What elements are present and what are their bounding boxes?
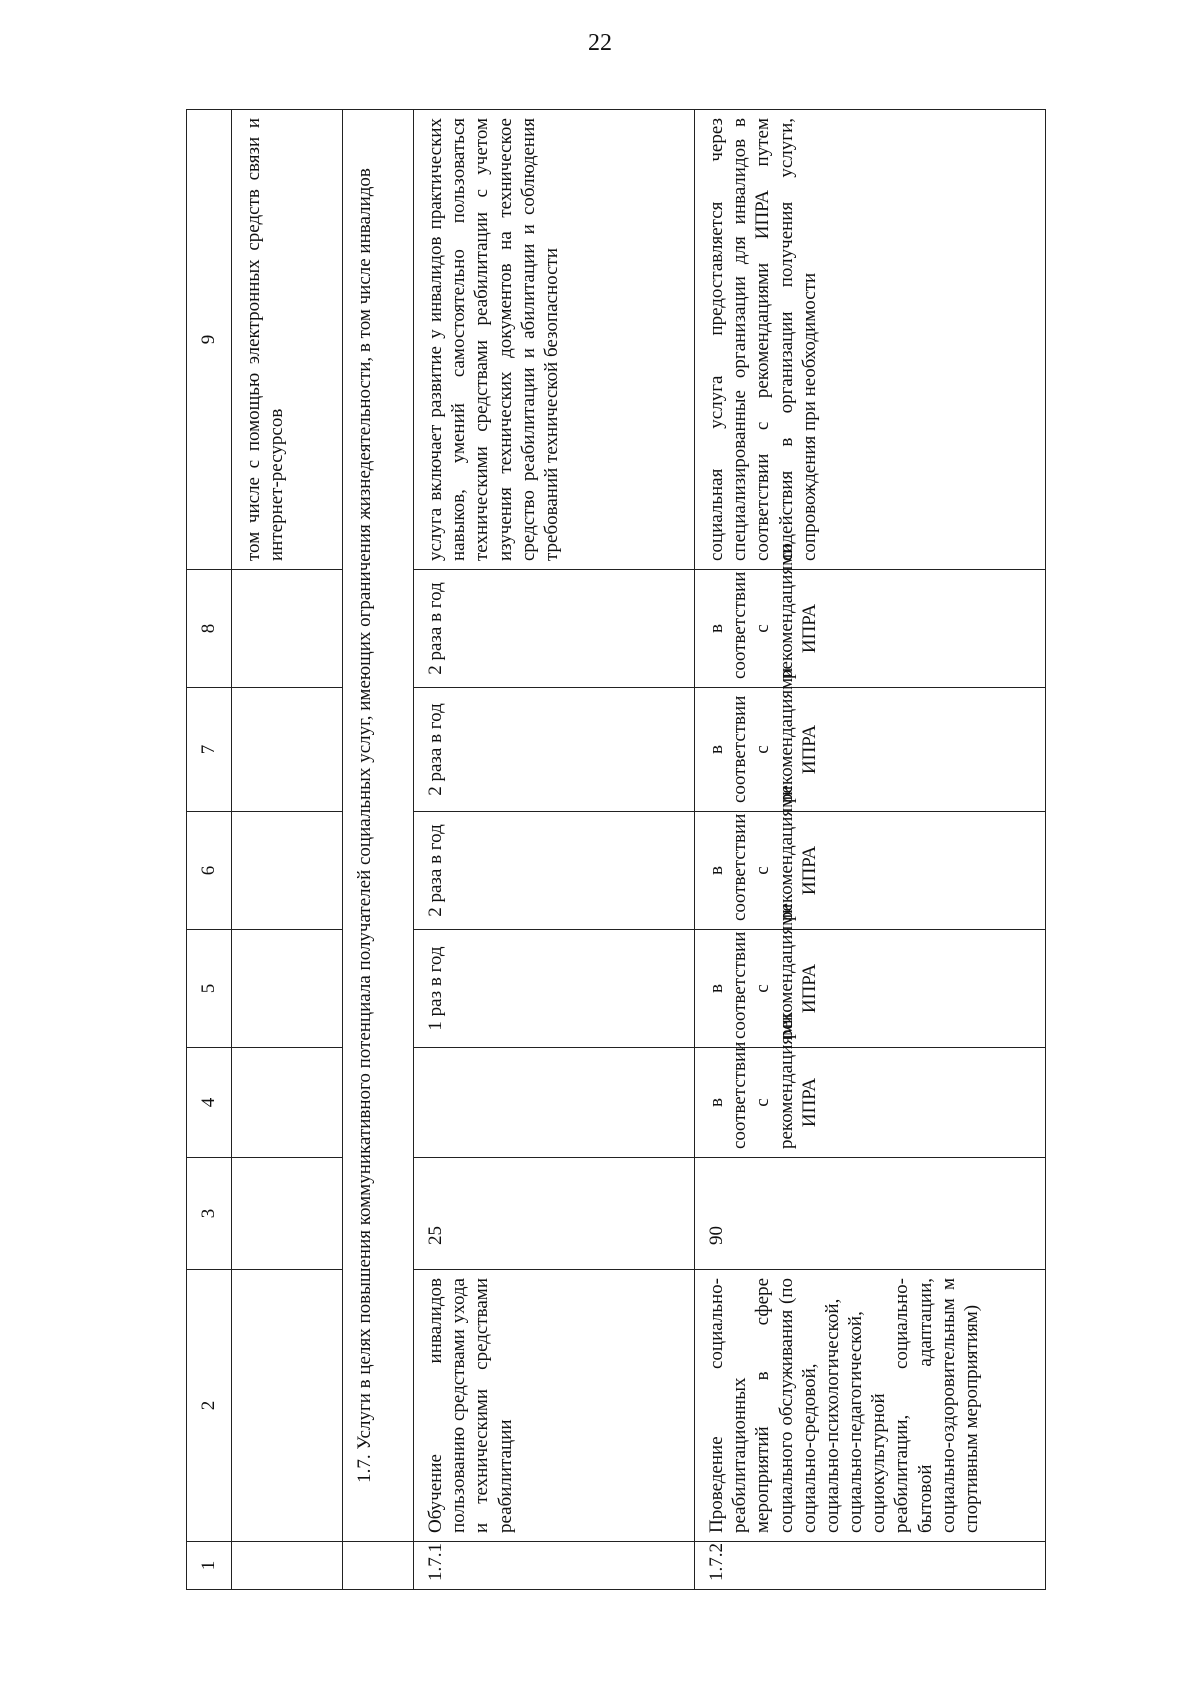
section-row — [343, 110, 414, 1590]
column-header-4: 4 — [187, 1048, 232, 1158]
continuation-row — [232, 110, 343, 1590]
cell-empty — [232, 930, 343, 1048]
continuation-description: том числе с помощью электронных средств связи и интернет-ресурсов — [232, 110, 343, 570]
cell-value: 2 раза в год — [414, 812, 695, 930]
page-number: 22 — [588, 30, 612, 56]
cell-empty — [232, 1048, 343, 1158]
section-title: 1.7. Услуги в целях повышения коммуникативного потенциала получателей социальных услуг, имеющих ограничения жизнедеятельности, в том числе инвалидов — [343, 110, 414, 1542]
service-name: Проведение социально-реабилитационных мероприятий в сфере социального обслуживания (по социально-средовой, социально-психологической, социально-педагогической, социокультурной реабилитации, социально-бытовой адаптации, социально-оздоровительным м спортивным мероприятиям) — [695, 1270, 1046, 1542]
service-name: Обучение инвалидов пользованию средствами ухода и техническими средствами реабилитации — [414, 1270, 695, 1542]
service-description: социальная услуга предоставляется через специализированные организации для инвалидов в соответствии с рекомендациями ИПРА путем содействия в организации получения услуги, сопровождения при необходимости — [695, 110, 1046, 570]
cell-empty — [232, 1158, 343, 1270]
cell-value: 1 раз в год — [414, 930, 695, 1048]
column-header-1: 1 — [187, 1542, 232, 1590]
row-number: 1.7.1 — [414, 1542, 695, 1590]
cell-empty — [232, 812, 343, 930]
row-number: 1.7.2 — [695, 1542, 1046, 1590]
column-header-6: 6 — [187, 812, 232, 930]
services-table-rotated — [186, 110, 1066, 1590]
cell-empty — [232, 1542, 343, 1590]
column-header-5: 5 — [187, 930, 232, 1048]
cell-empty — [232, 570, 343, 688]
services-table — [186, 109, 1046, 1590]
cell-value: 2 раза в год — [414, 688, 695, 812]
column-number-row — [187, 110, 232, 1590]
cell-empty — [343, 1542, 414, 1590]
cell-value: 2 раза в год — [414, 570, 695, 688]
column-header-7: 7 — [187, 688, 232, 812]
cell-value: в соответствии с рекомендациями ИПРА — [695, 1048, 1046, 1158]
cell-value: 90 — [695, 1158, 1046, 1270]
cell-value: в соответствии с рекомендациями ИПРА — [695, 688, 1046, 812]
cell-value: в соответствии с рекомендациями ИПРА — [695, 812, 1046, 930]
cell-value — [414, 1048, 695, 1158]
table-row — [695, 110, 1046, 1590]
column-header-9: 9 — [187, 110, 232, 570]
column-header-2: 2 — [187, 1270, 232, 1542]
column-header-3: 3 — [187, 1158, 232, 1270]
column-header-8: 8 — [187, 570, 232, 688]
cell-empty — [232, 1270, 343, 1542]
cell-value: в соответствии с рекомендациями ИПРА — [695, 930, 1046, 1048]
cell-value: в соответствии с рекомендациями ИПРА — [695, 570, 1046, 688]
table-row — [414, 110, 695, 1590]
cell-value: 25 — [414, 1158, 695, 1270]
cell-empty — [232, 688, 343, 812]
service-description: услуга включает развитие у инвалидов практических навыков, умений самостоятельно пользоваться техническими средствами реабилитации с учетом изучения технических документов на техническое средство реабилитации и абилитации и соблюдения требований технической безопасности — [414, 110, 695, 570]
